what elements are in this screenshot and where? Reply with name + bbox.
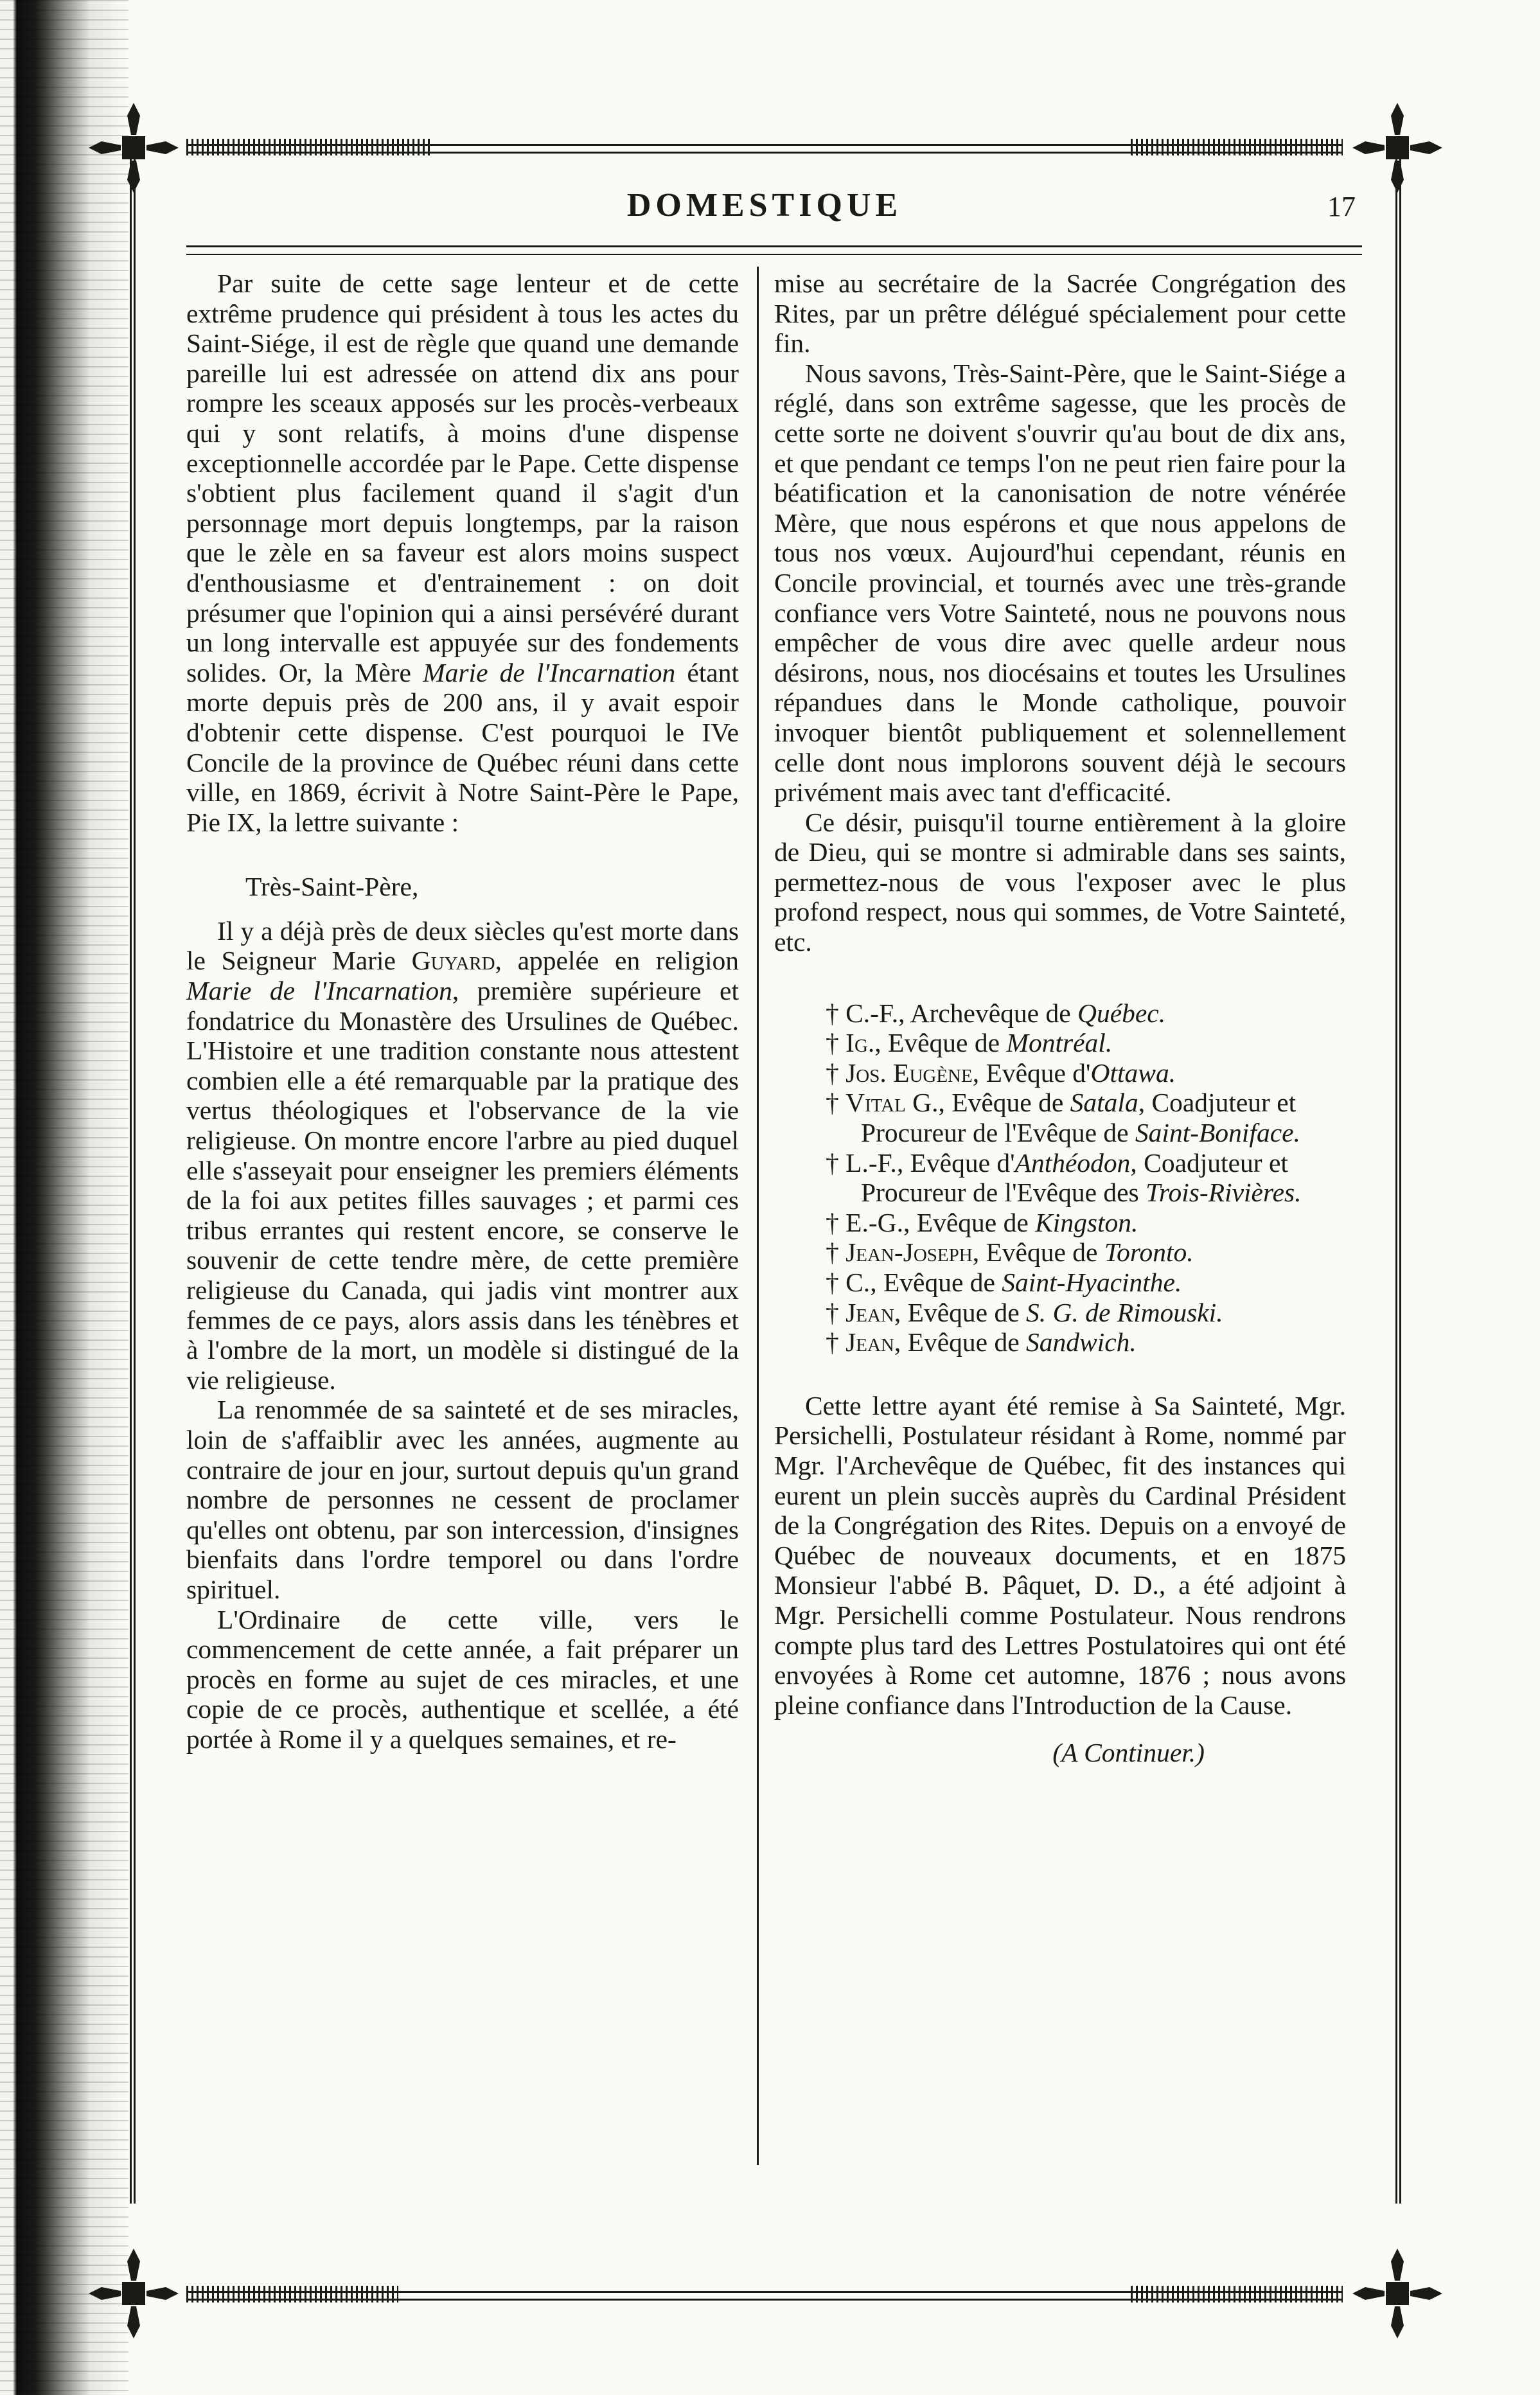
paragraph: La renommée de sa sainteté et de ses miracles, loin de s'affaiblir avec les années, augmente au contraire de jour en jour, surtout depuis qu'un grand nombre de personnes ne cessent de proclamer qu'elles ont obtenu, par son intercession, d'insignes bienfaits dans l'ordre temporel ou dans l'ordre spirituel. [186, 1395, 739, 1604]
signatory: † Jean, Evêque de S. G. de Rimouski. [826, 1297, 1223, 1327]
border-bottom-hatch-left [186, 2286, 398, 2302]
signatory: † E.-G., Evêque de Kingston. [826, 1207, 1138, 1237]
border-right-rule [1395, 148, 1401, 2204]
paragraph: Nous savons, Très-Saint-Père, que le Saint-Siége a réglé, dans son extrême sagesse, que les procès de cette sorte ne doivent s'ouvrir qu'au bout de dix ans, et que pendant ce temps l'on ne peut rien faire pour la béatification et la canonisation de notre vénérée Mère, que nous espérons et que nous appelons de tous nos vœux. Aujourd'hui cependant, réunis en Concile provincial, et tournés avec une très-grande confiance vers Votre Sainteté, nous ne pouvons nous empêcher de vous dire avec quelle ardeur nous désirons, nous, nos diocésains et toutes les Ursulines répandues dans le Monde catholique, pouvoir invoquer bientôt publiquement et solennellement celle dont nous implorons souvent déjà le secours privément mais avec tant d'efficacité. [774, 358, 1346, 808]
running-head: DOMESTIQUE [626, 187, 903, 224]
page-number: 17 [1327, 191, 1356, 222]
paragraph: Ce désir, puisqu'il tourne entièrement à la gloire de Dieu, qui se montre si admirable dans ses saints, permettez-nous de vous l'exposer avec le plus profond respect, nous qui sommes, de Votre Sainteté, etc. [774, 807, 1346, 957]
signatory: † L.-F., Evêque d'Anthéodon, Coadjuteur et Procureur de l'Evêque des Trois-Rivières. [826, 1147, 1302, 1208]
signatory: † Ig., Evêque de Montréal. [826, 1028, 1113, 1058]
letter-salutation: Très-Saint-Père, [245, 872, 419, 902]
signatory: † Jean-Joseph, Evêque de Toronto. [826, 1237, 1194, 1268]
column-divider [757, 267, 759, 2165]
corner-cross-ornament-icon [89, 103, 179, 193]
border-left-rule [130, 148, 136, 2204]
corner-cross-ornament-icon [1352, 2249, 1442, 2338]
signatory: † Vital G., Evêque de Satala, Coadjuteur et Procureur de l'Evêque de Saint-Boniface. [826, 1088, 1300, 1148]
signatory: † C.-F., Archevêque de Québec. [826, 998, 1166, 1028]
paragraph: Cette lettre ayant été remise à Sa Sainteté, Mgr. Persichelli, Postulateur résidant à Rome, nommé par Mgr. l'Archevêque de Québec, fit des instances qui eurent un plein succès auprès du Cardinal Président de la Congrégation des Rites. Depuis on a envoyé de Québec de nouveaux documents, et en 1875 Monsieur l'abbé B. Pâquet, D. D., a été adjoint à Mgr. Persichelli comme Postulateur. Nous rendrons compte plus tard des Lettres Postulatoires qui ont été envoyées à Rome cet automne, 1876 ; nous avons pleine confiance dans l'Introduction de la Cause. [774, 1390, 1346, 1720]
page-header [186, 186, 1356, 238]
signatory: † Jean, Evêque de Sandwich. [826, 1327, 1137, 1357]
signatory: † Jos. Eugène, Evêque d'Ottawa. [826, 1057, 1176, 1088]
border-top-hatch-right [1131, 139, 1343, 155]
border-bottom-hatch-right [1131, 2286, 1343, 2302]
paragraph: mise au secrétaire de la Sacrée Congrégation des Rites, par un prêtre délégué spécialement pour cette fin. [774, 269, 1346, 358]
right-column [774, 269, 1346, 1768]
signatory: † C., Evêque de Saint-Hyacinthe. [826, 1268, 1182, 1297]
italic-name: Marie de l'Incarnation [423, 657, 676, 687]
paragraph: Par suite de cette sage lenteur et de cette extrême prudence qui président à tous les actes du Saint-Siége, il est de règle que quand une demande pareille lui est adressée on attend dix ans pour rompre les sceaux apposés sur les procès-verbeaux qui y sont relatifs, à moins d'une dispense exceptionnelle accordée par le Pape. Cette dispense s'obtient plus facilement quand il s'agit d'un personnage mort depuis longtemps, par la raison que le zèle en sa faveur est alors moins suspect d'enthousiasme et d'entrainement : on doit présumer que l'opinion qui a ainsi persévéré durant un long intervalle est appuyée sur des fondements solides. Or, la Mère Marie de l'Incarnation étant morte depuis près de 200 ans, il y avait espoir d'obtenir cette dispense. C'est pourquoi le IVe Concile de la province de Québec réuni dans cette ville, en 1869, écrivit à Notre Saint-Père le Pape, Pie IX, la lettre suivante : [186, 269, 739, 837]
paragraph: Il y a déjà près de deux siècles qu'est morte dans le Seigneur Marie Guyard, appelée en religion Marie de l'Incarnation, première supérieure et fondatrice du Monastère des Ursulines de Québec. L'Histoire et une tradition constante nous attestent combien elle a été remarquable par la pratique des vertus théologiques et l'observance de la vie religieuse. On montre encore l'arbre au pied duquel elle s'asseyait pour enseigner les premiers éléments de la foi aux petites filles sauvages ; et parmi ces tribus errantes qui restent encore, se conserve le souvenir de cette tendre mère, de cette première religieuse du Canada, qui jadis vint montrer aux femmes de ce pays, alors assis dans les ténèbres et à l'ombre de la mort, un modèle si distingué de la vie religieuse. [186, 915, 739, 1395]
corner-cross-ornament-icon [89, 2249, 179, 2338]
left-column [186, 269, 739, 1754]
italic-name: Marie de l'Incarnation [186, 976, 452, 1006]
header-double-rule [186, 245, 1362, 255]
to-be-continued: (A Continuer.) [1052, 1738, 1205, 1768]
surname-small-caps: Guyard [411, 946, 495, 976]
signatories-list [774, 998, 1346, 1357]
border-top-hatch-left [186, 139, 430, 155]
corner-cross-ornament-icon [1352, 103, 1442, 193]
paragraph: L'Ordinaire de cette ville, vers le commencement de cette année, a fait préparer un procès en forme au sujet de ces miracles, et une copie de ce procès, authentique et scellée, a été portée à Rome il y a quelques semaines, et re- [186, 1604, 739, 1754]
binding-texture [0, 0, 128, 2395]
